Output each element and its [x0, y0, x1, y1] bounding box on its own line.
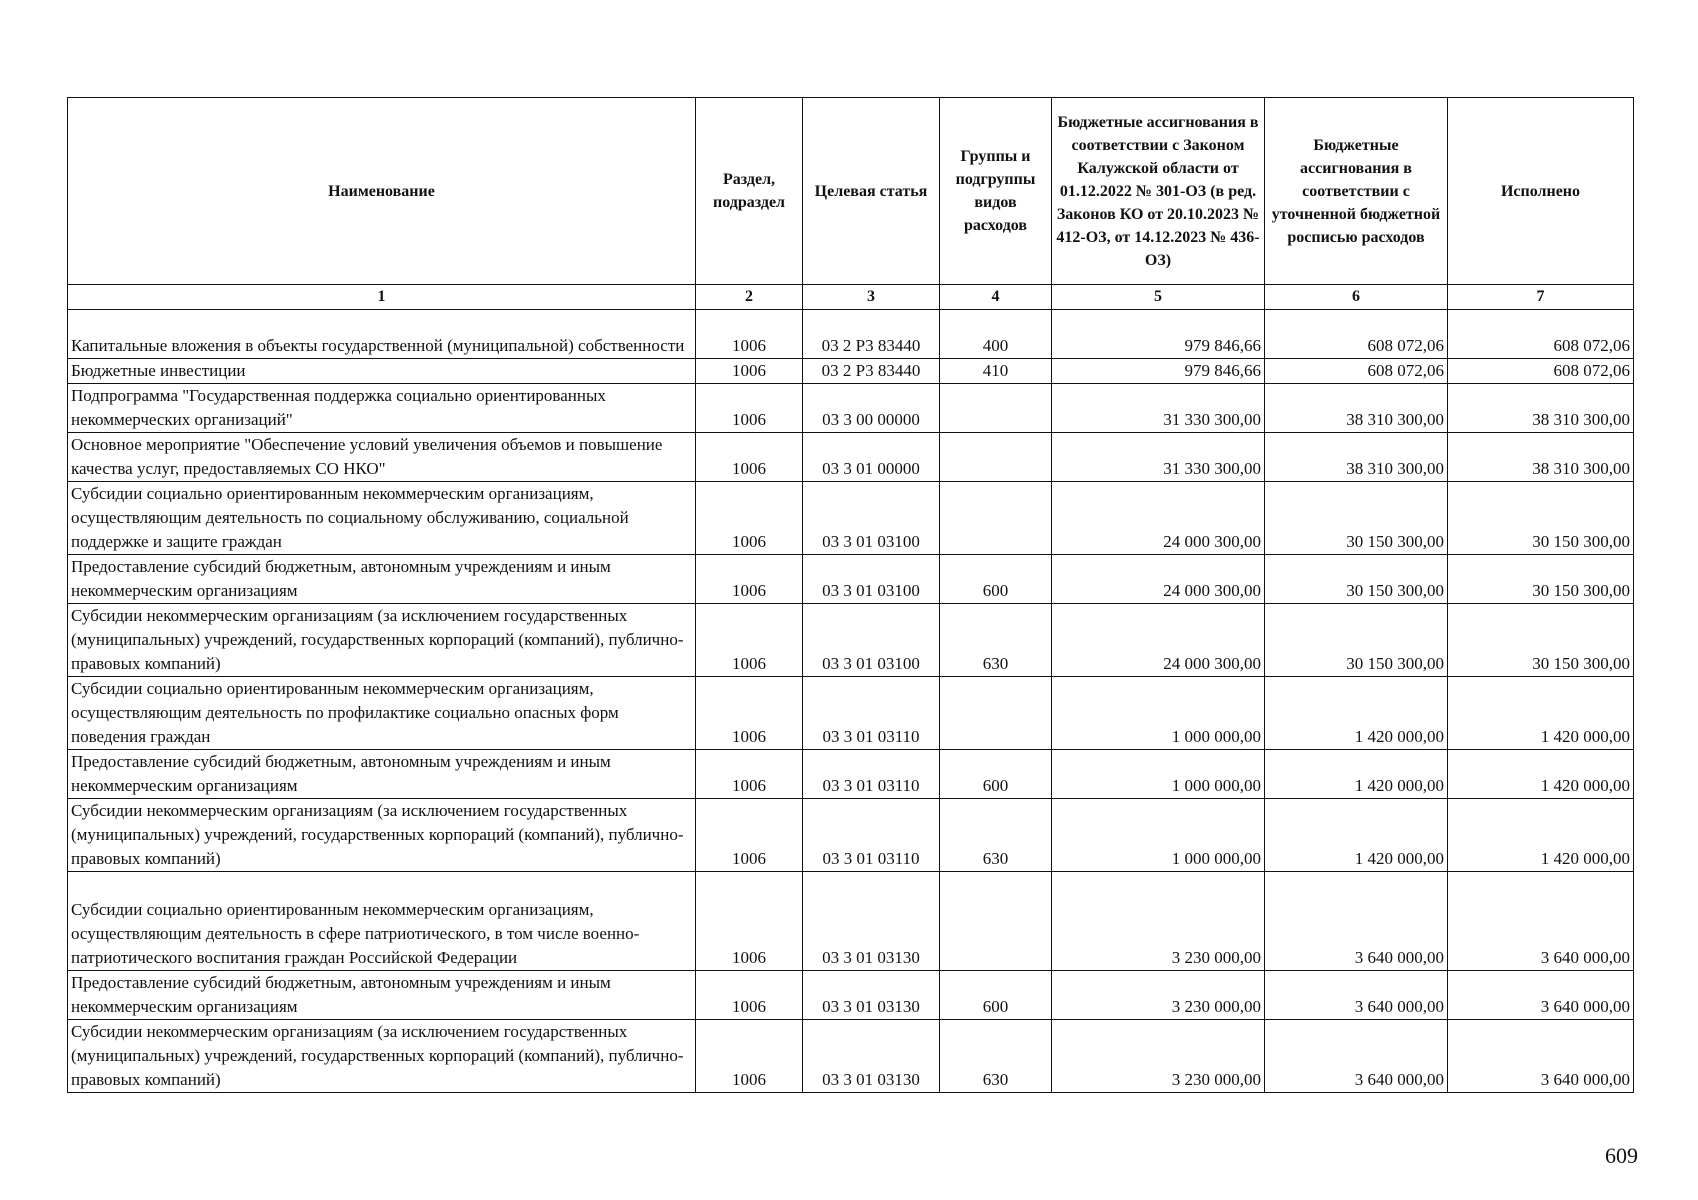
row-name: Субсидии социально ориентированным некоммерческим организациям, осуществляющим деятельность по профилактике социально опасных форм поведения граждан	[68, 677, 696, 750]
header-section: Раздел, подраздел	[696, 98, 803, 285]
row-section: 1006	[696, 359, 803, 384]
row-plan-amount: 608 072,06	[1265, 359, 1448, 384]
row-section: 1006	[696, 555, 803, 604]
row-section: 1006	[696, 872, 803, 971]
row-law-amount: 1 000 000,00	[1052, 750, 1265, 799]
row-section: 1006	[696, 971, 803, 1020]
row-law-amount: 979 846,66	[1052, 310, 1265, 359]
header-expense-group: Группы и подгруппы видов расходов	[940, 98, 1052, 285]
row-name: Субсидии некоммерческим организациям (за исключением государственных (муниципальных) учреждений, государственных корпораций (компаний), публично-правовых компаний)	[68, 604, 696, 677]
page-number: 609	[1605, 1143, 1638, 1168]
row-article: 03 3 01 03110	[803, 799, 940, 872]
row-section: 1006	[696, 384, 803, 433]
table-row	[68, 604, 1634, 677]
row-group: 630	[940, 1020, 1052, 1093]
table-row	[68, 482, 1634, 555]
row-law-amount: 3 230 000,00	[1052, 971, 1265, 1020]
column-number: 3	[803, 285, 940, 310]
row-name: Предоставление субсидий бюджетным, автономным учреждениям и иным некоммерческим организациям	[68, 555, 696, 604]
row-article: 03 3 01 03110	[803, 677, 940, 750]
row-plan-amount: 1 420 000,00	[1265, 750, 1448, 799]
row-executed-amount: 1 420 000,00	[1448, 750, 1634, 799]
row-law-amount: 24 000 300,00	[1052, 604, 1265, 677]
row-group: 630	[940, 604, 1052, 677]
row-law-amount: 24 000 300,00	[1052, 555, 1265, 604]
row-plan-amount: 1 420 000,00	[1265, 677, 1448, 750]
row-law-amount: 1 000 000,00	[1052, 677, 1265, 750]
row-group: 600	[940, 750, 1052, 799]
header-name: Наименование	[68, 98, 696, 285]
row-plan-amount: 38 310 300,00	[1265, 433, 1448, 482]
row-plan-amount: 30 150 300,00	[1265, 482, 1448, 555]
row-executed-amount: 608 072,06	[1448, 359, 1634, 384]
row-executed-amount: 38 310 300,00	[1448, 433, 1634, 482]
row-group: 400	[940, 310, 1052, 359]
row-article: 03 2 Р3 83440	[803, 310, 940, 359]
row-group	[940, 482, 1052, 555]
row-name: Субсидии социально ориентированным некоммерческим организациям, осуществляющим деятельность в сфере патриотического, в том числе военно-патриотического воспитания граждан Российской Федерации	[68, 872, 696, 971]
column-number: 7	[1448, 285, 1634, 310]
table-row	[68, 359, 1634, 384]
header-executed: Исполнено	[1448, 98, 1634, 285]
table-row	[68, 384, 1634, 433]
row-section: 1006	[696, 482, 803, 555]
column-number: 1	[68, 285, 696, 310]
row-law-amount: 1 000 000,00	[1052, 799, 1265, 872]
row-article: 03 3 01 03130	[803, 971, 940, 1020]
row-group: 410	[940, 359, 1052, 384]
header-budget-schedule: Бюджетные ассигнования в соответствии с уточненной бюджетной росписью расходов	[1265, 98, 1448, 285]
table-row	[68, 971, 1634, 1020]
header-target-article: Целевая статья	[803, 98, 940, 285]
row-name: Субсидии некоммерческим организациям (за исключением государственных (муниципальных) учреждений, государственных корпораций (компаний), публично-правовых компаний)	[68, 799, 696, 872]
row-article: 03 3 01 00000	[803, 433, 940, 482]
row-name: Субсидии социально ориентированным некоммерческим организациям, осуществляющим деятельность по социальному обслуживанию, социальной поддержке и защите граждан	[68, 482, 696, 555]
row-executed-amount: 38 310 300,00	[1448, 384, 1634, 433]
row-group	[940, 872, 1052, 971]
row-plan-amount: 3 640 000,00	[1265, 971, 1448, 1020]
row-plan-amount: 30 150 300,00	[1265, 604, 1448, 677]
row-plan-amount: 30 150 300,00	[1265, 555, 1448, 604]
row-article: 03 3 01 03110	[803, 750, 940, 799]
row-article: 03 3 00 00000	[803, 384, 940, 433]
row-section: 1006	[696, 750, 803, 799]
row-plan-amount: 3 640 000,00	[1265, 1020, 1448, 1093]
row-executed-amount: 1 420 000,00	[1448, 677, 1634, 750]
row-executed-amount: 30 150 300,00	[1448, 555, 1634, 604]
row-name: Бюджетные инвестиции	[68, 359, 696, 384]
row-name: Капитальные вложения в объекты государственной (муниципальной) собственности	[68, 310, 696, 359]
row-article: 03 3 01 03100	[803, 555, 940, 604]
row-plan-amount: 608 072,06	[1265, 310, 1448, 359]
row-section: 1006	[696, 799, 803, 872]
row-law-amount: 31 330 300,00	[1052, 384, 1265, 433]
row-executed-amount: 30 150 300,00	[1448, 482, 1634, 555]
table-row	[68, 433, 1634, 482]
header-row	[68, 98, 1634, 285]
table-row	[68, 799, 1634, 872]
row-name: Субсидии некоммерческим организациям (за исключением государственных (муниципальных) учреждений, государственных корпораций (компаний), публично-правовых компаний)	[68, 1020, 696, 1093]
row-plan-amount: 3 640 000,00	[1265, 872, 1448, 971]
row-plan-amount: 38 310 300,00	[1265, 384, 1448, 433]
budget-table	[67, 97, 1634, 1093]
row-law-amount: 979 846,66	[1052, 359, 1265, 384]
table-row	[68, 310, 1634, 359]
row-executed-amount: 608 072,06	[1448, 310, 1634, 359]
row-executed-amount: 3 640 000,00	[1448, 971, 1634, 1020]
row-name: Предоставление субсидий бюджетным, автономным учреждениям и иным некоммерческим организациям	[68, 750, 696, 799]
row-executed-amount: 3 640 000,00	[1448, 872, 1634, 971]
column-number-row	[68, 285, 1634, 310]
row-executed-amount: 3 640 000,00	[1448, 1020, 1634, 1093]
row-name: Предоставление субсидий бюджетным, автономным учреждениям и иным некоммерческим организациям	[68, 971, 696, 1020]
table-row	[68, 677, 1634, 750]
row-plan-amount: 1 420 000,00	[1265, 799, 1448, 872]
row-group	[940, 677, 1052, 750]
column-number: 6	[1265, 285, 1448, 310]
row-group: 600	[940, 971, 1052, 1020]
row-article: 03 3 01 03130	[803, 872, 940, 971]
row-name: Подпрограмма "Государственная поддержка социально ориентированных некоммерческих организаций"	[68, 384, 696, 433]
row-article: 03 3 01 03100	[803, 482, 940, 555]
table-row	[68, 872, 1634, 971]
row-group	[940, 433, 1052, 482]
row-section: 1006	[696, 310, 803, 359]
table-row	[68, 750, 1634, 799]
row-section: 1006	[696, 433, 803, 482]
row-article: 03 2 Р3 83440	[803, 359, 940, 384]
column-number: 4	[940, 285, 1052, 310]
row-executed-amount: 1 420 000,00	[1448, 799, 1634, 872]
column-number: 2	[696, 285, 803, 310]
row-article: 03 3 01 03130	[803, 1020, 940, 1093]
row-group: 600	[940, 555, 1052, 604]
row-section: 1006	[696, 1020, 803, 1093]
row-section: 1006	[696, 604, 803, 677]
row-law-amount: 24 000 300,00	[1052, 482, 1265, 555]
row-executed-amount: 30 150 300,00	[1448, 604, 1634, 677]
row-law-amount: 3 230 000,00	[1052, 1020, 1265, 1093]
header-law-allocation: Бюджетные ассигнования в соответствии с Законом Калужской области от 01.12.2022 № 301-ОЗ (в ред. Законов КО от 20.10.2023 № 412-ОЗ, от 14.12.2023 № 436-ОЗ)	[1052, 98, 1265, 285]
table-row	[68, 1020, 1634, 1093]
row-name: Основное мероприятие "Обеспечение условий увеличения объемов и повышение качества услуг, предоставляемых СО НКО"	[68, 433, 696, 482]
row-law-amount: 3 230 000,00	[1052, 872, 1265, 971]
row-group	[940, 384, 1052, 433]
row-article: 03 3 01 03100	[803, 604, 940, 677]
column-number: 5	[1052, 285, 1265, 310]
row-section: 1006	[696, 677, 803, 750]
row-group: 630	[940, 799, 1052, 872]
row-law-amount: 31 330 300,00	[1052, 433, 1265, 482]
table-row	[68, 555, 1634, 604]
